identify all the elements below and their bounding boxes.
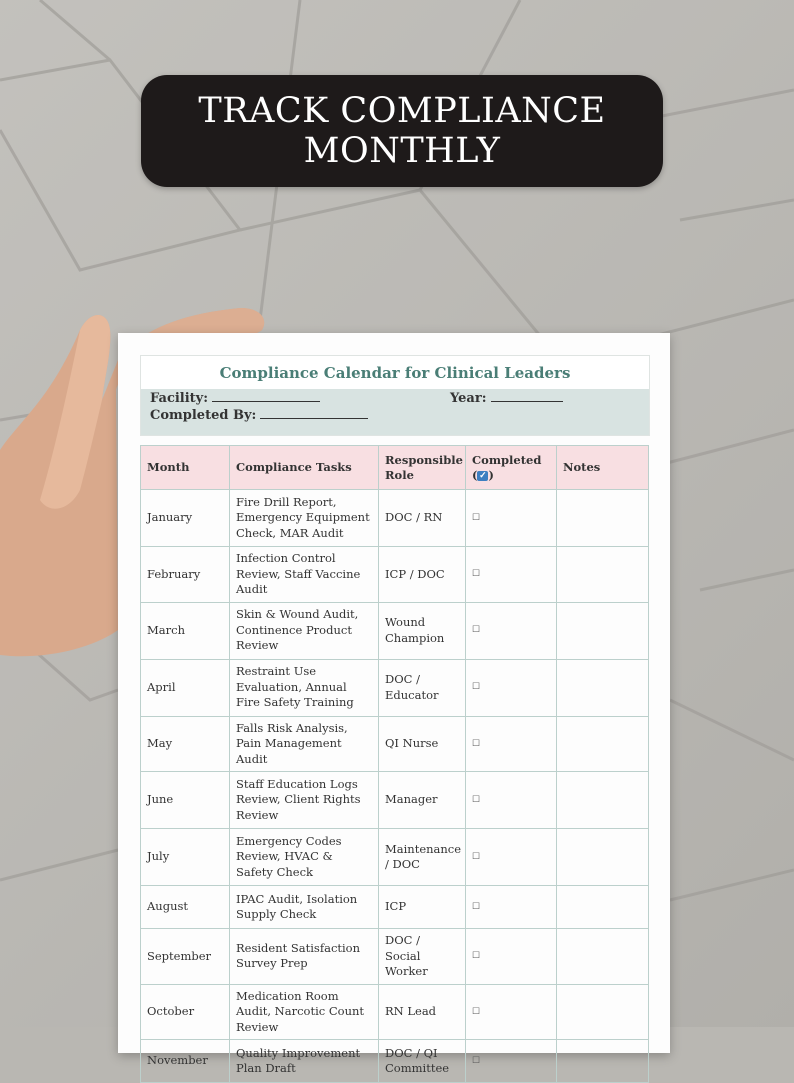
completed-by-blank[interactable] (260, 408, 368, 419)
completed-checkbox[interactable]: ☐ (466, 929, 557, 985)
month-cell: August (141, 886, 230, 929)
facility-field[interactable] (150, 391, 320, 406)
year-field[interactable] (450, 391, 563, 406)
table-row (141, 829, 649, 886)
role-cell: DOC / Social Worker (379, 929, 466, 985)
tasks-cell: Medication Room Audit, Narcotic Count Review (230, 984, 379, 1040)
table-row (141, 1040, 649, 1083)
header-month: Month (141, 446, 230, 490)
compliance-table (140, 445, 649, 1083)
table-row (141, 659, 649, 716)
completed-by-label: Completed By: (150, 408, 257, 423)
completed-checkbox[interactable]: ☐ (466, 829, 557, 886)
role-cell: Manager (379, 772, 466, 829)
role-cell: DOC / QI Committee (379, 1040, 466, 1083)
completed-checkbox[interactable]: ☐ (466, 602, 557, 659)
notes-cell[interactable] (557, 659, 649, 716)
role-cell: ICP (379, 886, 466, 929)
year-blank[interactable] (491, 391, 563, 402)
role-cell: DOC / RN (379, 490, 466, 547)
tasks-cell: Falls Risk Analysis, Pain Management Audit (230, 716, 379, 772)
month-cell: February (141, 547, 230, 603)
table-header-row (141, 446, 649, 490)
table-row (141, 490, 649, 547)
table-row (141, 984, 649, 1040)
headline-line-2: MONTHLY (303, 131, 501, 171)
role-cell: DOC / Educator (379, 659, 466, 716)
table-row (141, 602, 649, 659)
notes-cell[interactable] (557, 772, 649, 829)
header-completed-label: Completed (472, 452, 542, 467)
tasks-cell: Emergency Codes Review, HVAC & Safety Check (230, 829, 379, 886)
facility-label: Facility: (150, 391, 209, 406)
tasks-cell: Staff Education Logs Review, Client Rights Review (230, 772, 379, 829)
tasks-cell: Infection Control Review, Staff Vaccine Audit (230, 547, 379, 603)
month-cell: April (141, 659, 230, 716)
notes-cell[interactable] (557, 716, 649, 772)
notes-cell[interactable] (557, 829, 649, 886)
year-label: Year: (450, 391, 487, 406)
role-cell: Wound Champion (379, 602, 466, 659)
role-cell: Maintenance / DOC (379, 829, 466, 886)
header-role: Responsible Role (379, 446, 466, 490)
table-row (141, 886, 649, 929)
notes-cell[interactable] (557, 929, 649, 985)
notes-cell[interactable] (557, 602, 649, 659)
completed-checkbox[interactable]: ☐ (466, 772, 557, 829)
month-cell: May (141, 716, 230, 772)
role-cell: ICP / DOC (379, 547, 466, 603)
tasks-cell: IPAC Audit, Isolation Supply Check (230, 886, 379, 929)
month-cell: October (141, 984, 230, 1040)
month-cell: January (141, 490, 230, 547)
info-band (141, 389, 649, 435)
checkmark-icon: ✓ (479, 470, 487, 481)
completed-checkbox[interactable]: ☐ (466, 886, 557, 929)
header-notes: Notes (557, 446, 649, 490)
tasks-cell: Quality Improvement Plan Draft (230, 1040, 379, 1083)
document-title: Compliance Calendar for Clinical Leaders (219, 364, 571, 382)
table-row (141, 929, 649, 985)
notes-cell[interactable] (557, 984, 649, 1040)
tasks-cell: Resident Satisfaction Survey Prep (230, 929, 379, 985)
completed-checkbox[interactable]: ☐ (466, 659, 557, 716)
role-cell: QI Nurse (379, 716, 466, 772)
completed-checkbox[interactable]: ☐ (466, 984, 557, 1040)
sheet-header (140, 355, 650, 436)
completed-by-field[interactable] (150, 408, 368, 423)
completed-checkbox[interactable]: ☐ (466, 1040, 557, 1083)
notes-cell[interactable] (557, 1040, 649, 1083)
notes-cell[interactable] (557, 886, 649, 929)
completed-checkbox[interactable]: ☐ (466, 716, 557, 772)
tasks-cell: Restraint Use Evaluation, Annual Fire Safety Training (230, 659, 379, 716)
notes-cell[interactable] (557, 547, 649, 603)
notes-cell[interactable] (557, 490, 649, 547)
header-completed: Completed ( ✓ ) (466, 446, 557, 490)
table-row (141, 547, 649, 603)
month-cell: September (141, 929, 230, 985)
headline-line-1: TRACK COMPLIANCE (198, 90, 606, 131)
completed-checkbox[interactable]: ☐ (466, 547, 557, 603)
compliance-sheet (118, 333, 670, 1076)
completed-checkbox[interactable]: ☐ (466, 490, 557, 547)
month-cell: November (141, 1040, 230, 1083)
header-tasks: Compliance Tasks (230, 446, 379, 490)
facility-blank[interactable] (212, 391, 320, 402)
headline-banner (141, 75, 663, 187)
table-row (141, 716, 649, 772)
month-cell: March (141, 602, 230, 659)
tasks-cell: Skin & Wound Audit, Continence Product Review (230, 602, 379, 659)
table-row (141, 772, 649, 829)
role-cell: RN Lead (379, 984, 466, 1040)
month-cell: June (141, 772, 230, 829)
month-cell: July (141, 829, 230, 886)
tasks-cell: Fire Drill Report, Emergency Equipment Check, MAR Audit (230, 490, 379, 547)
